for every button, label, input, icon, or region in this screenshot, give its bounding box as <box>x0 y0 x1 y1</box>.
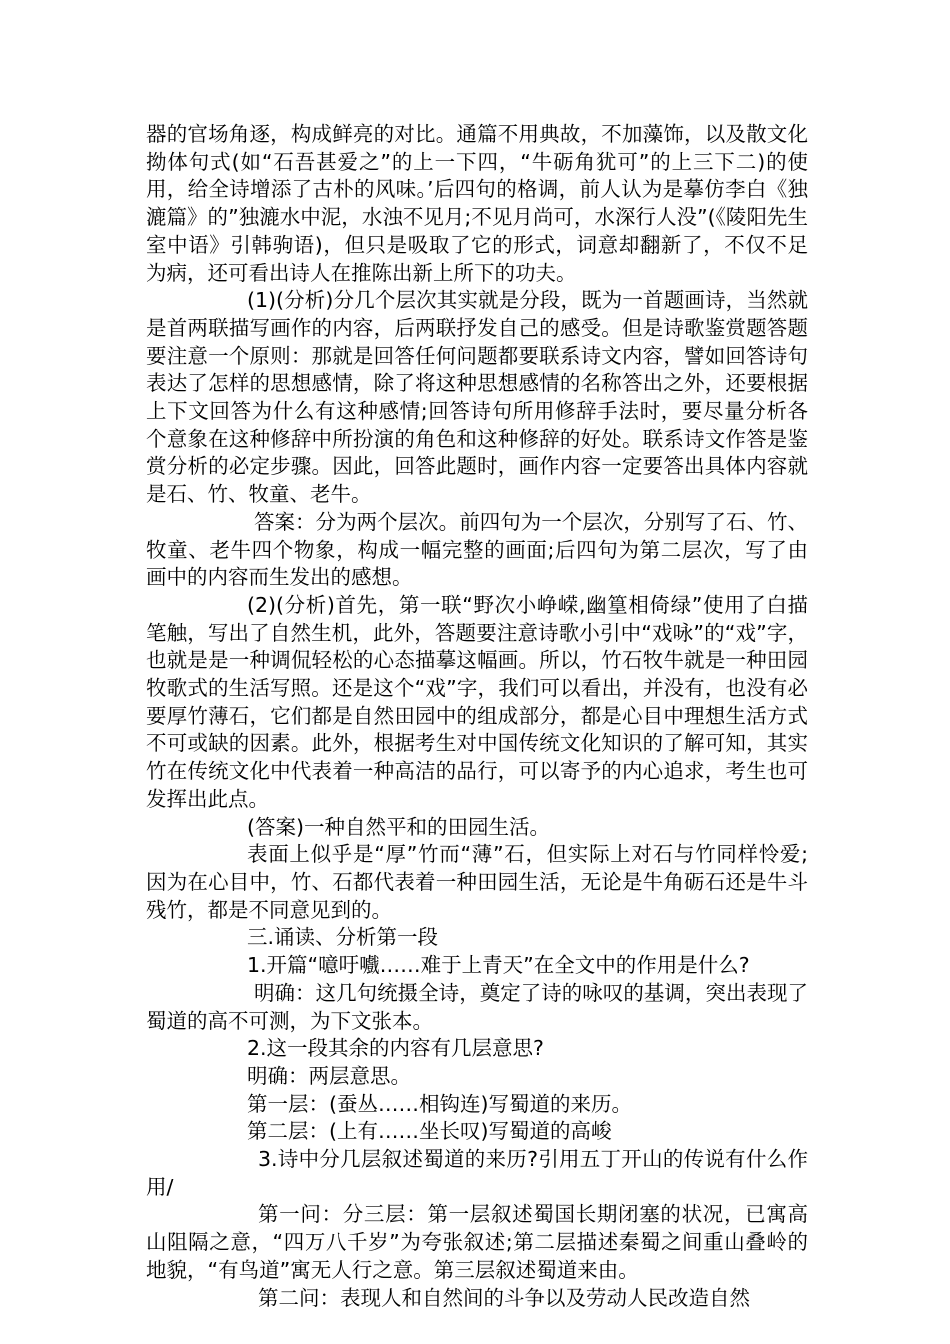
paragraph: 第二问：表现人和自然间的斗争以及劳动人民改造自然 <box>258 1285 750 1310</box>
paragraph: 第一层：(蚕丛……相钩连)写蜀道的来历。 <box>247 1091 632 1116</box>
section-heading: 三.诵读、分析第一段 <box>247 925 439 950</box>
paragraph: 第二层：(上有……坐长叹)写蜀道的高峻 <box>247 1119 612 1144</box>
paragraph: (2)(分析)首先，第一联“野次小峥嵘,幽篁相倚绿”使用了白描笔触，写出了自然生机，此外，答题要注意诗歌小引中“戏咏”的“戏”字，也就是是一种调侃轻松的心态描摹这幅画。所以，竹石牧牛就是一种田园牧歌式的生活写照。还是这个“戏”字，我们可以看出，并没有，也没有必要厚竹薄石，它们都是自然田园中的组成部分，都是心目中理想生活方式不可或缺的因素。此外，根据考生对中国传统文化知识的了解可知，其实竹在传统文化中代表着一种高洁的品行，可以寄予的内心追求，考生也可发挥出此点。 <box>146 592 808 811</box>
paragraph: 明确：两层意思。 <box>247 1063 411 1088</box>
question: 3.诗中分几层叙述蜀道的来历?引用五丁开山的传说有什么作用/ <box>146 1147 808 1199</box>
question: 2.这一段其余的内容有几层意思? <box>247 1036 544 1061</box>
question: 1.开篇“噫吁嚱……难于上青天”在全文中的作用是什么? <box>247 953 750 978</box>
document-body <box>146 121 808 1312</box>
paragraph: 第一问：分三层：第一层叙述蜀国长期闭塞的状况，已寓高山阻隔之意，“四万八千岁”为夸张叙述;第二层描述秦蜀之间重山叠岭的地貌，“有鸟道”寓无人行之意。第三层叙述蜀道来由。 <box>146 1202 808 1282</box>
paragraph: 表面上似乎是“厚”竹而“薄”石，但实际上对石与竹同样怜爱;因为在心目中，竹、石都代表着一种田园生活，无论是牛角砺石还是牛斗残竹，都是不同意见到的。 <box>146 842 808 922</box>
paragraph: 器的官场角逐，构成鲜亮的对比。通篇不用典故，不加藻饰，以及散文化拗体句式(如“石吾甚爱之”的上一下四，“牛砺角犹可”的上三下二)的使用，给全诗增添了古朴的风味。’后四句的格调，前人认为是摹仿李白《独漉篇》的”独漉水中泥，水浊不见月;不见月尚可，水深行人没”(《陵阳先生室中语》引韩驹语)，但只是吸取了它的形式，词意却翻新了，不仅不足为病，还可看出诗人在推陈出新上所下的功夫。 <box>146 122 808 285</box>
paragraph: 答案：分为两个层次。前四句为一个层次，分别写了石、竹、牧童、老牛四个物象，构成一幅完整的画面;后四句为第二层次，写了由画中的内容而生发出的感想。 <box>146 509 808 590</box>
paragraph: (答案)一种自然平和的田园生活。 <box>247 814 550 839</box>
paragraph: 明确：这几句统摄全诗，奠定了诗的咏叹的基调，突出表现了蜀道的高不可测，为下文张本。 <box>146 980 808 1033</box>
paragraph: (1)(分析)分几个层次其实就是分段，既为一首题画诗，当然就是首两联描写画作的内容，后两联抒发自己的感受。但是诗歌鉴赏题答题要注意一个原则：那就是回答任何问题都要联系诗文内容，譬如回答诗句表达了怎样的思想感情，除了将这种思想感情的名称答出之外，还要根据上下文回答为什么有这种感情;回答诗句所用修辞手法时，要尽量分析各个意象在这种修辞中所扮演的角色和这种修辞的好处。联系诗文作答是鉴赏分析的必定步骤。因此，回答此题时，画作内容一定要答出具体内容就是石、竹、牧童、老牛。 <box>146 288 808 507</box>
